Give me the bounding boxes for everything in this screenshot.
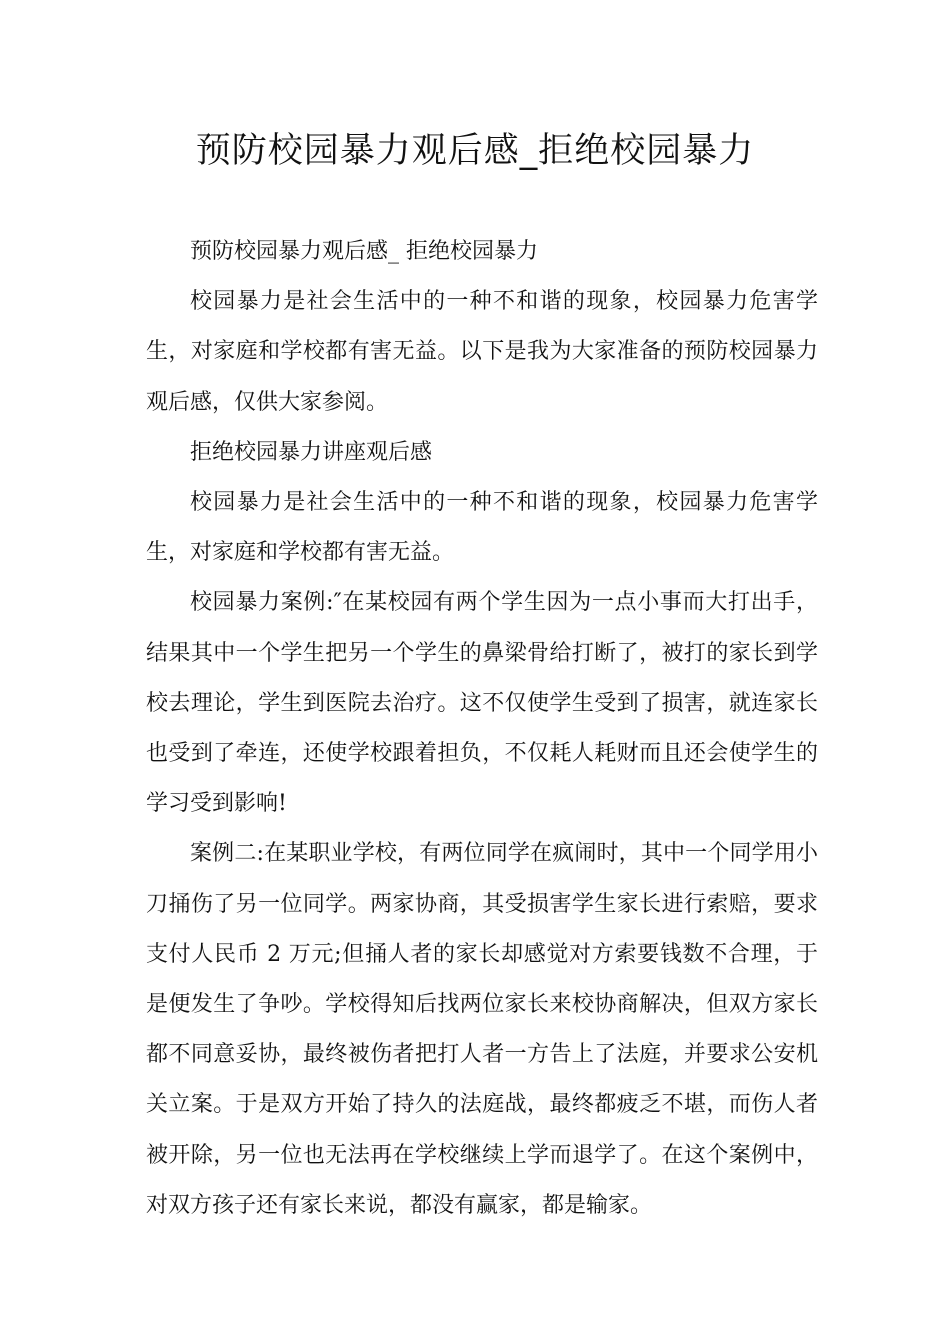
- document-body: [146, 227, 818, 1231]
- paragraph-subtitle: 预防校园暴力观后感_ 拒绝校园暴力: [190, 239, 538, 264]
- paragraph-section-heading: 拒绝校园暴力讲座观后感: [190, 439, 433, 465]
- paragraph-intro: 校园暴力是社会生活中的一种不和谐的现象，校园暴力危害学生，对家庭和学校都有害无益。以下是我为大家准备的预防校园暴力观后感，仅供大家参阅。: [146, 289, 818, 415]
- paragraph-body-1: 校园暴力是社会生活中的一种不和谐的现象，校园暴力危害学生，对家庭和学校都有害无益。: [146, 490, 818, 566]
- document-title: 预防校园暴力观后感_拒绝校园暴力: [195, 131, 755, 171]
- paragraph-case-2: 案例二:在某职业学校，有两位同学在疯闹时，其中一个同学用小刀捅伤了另一位同学。两家协商，其受损害学生家长进行索赔，要求支付人民币 2 万元;但捅人者的家长却感觉对方索要钱数不合理，于是便发生了争吵。学校得知后找两位家长来校协商解决，但双方家长都不同意妥协，最终被伤者把打人者一方告上了法庭，并要求公安机关立案。于是双方开始了持久的法庭战，最终都疲乏不堪，而伤人者被开除，另一位也无法再在学校继续上学而退学了。在这个案例中，对双方孩子还有家长来说，都没有赢家，都是输家。: [146, 841, 818, 1218]
- paragraph-case-1: 校园暴力案例:″在某校园有两个学生因为一点小事而大打出手，结果其中一个学生把另一个学生的鼻梁骨给打断了，被打的家长到学校去理论，学生到医院去治疗。这不仅使学生受到了损害，就连家长也受到了牵连，还使学校跟着担负，不仅耗人耗财而且还会使学生的学习受到影响!: [146, 590, 818, 817]
